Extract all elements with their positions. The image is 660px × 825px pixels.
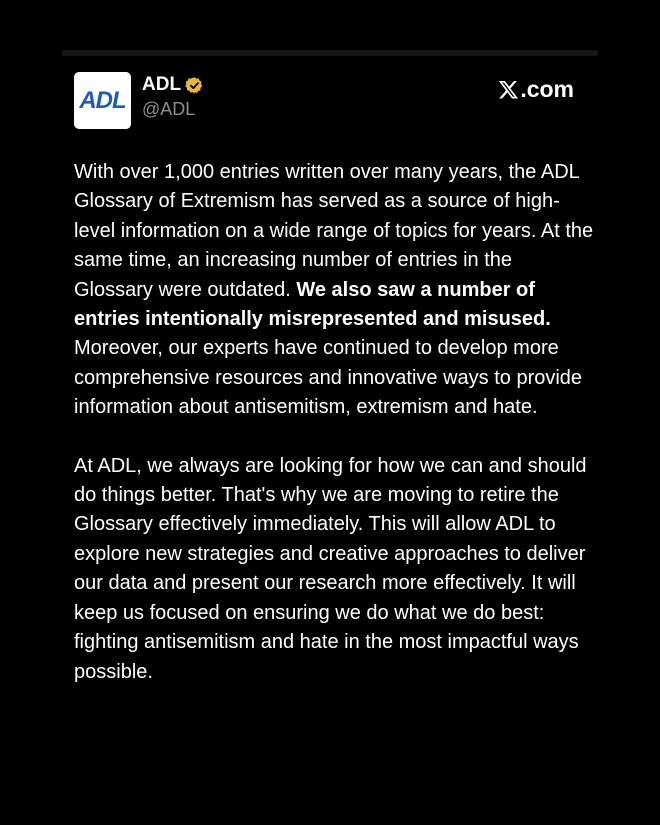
avatar[interactable] bbox=[74, 72, 131, 129]
paragraph-1-bold: We also saw a number of entries intentionally misrepresented and misused. bbox=[74, 278, 551, 331]
paragraph-2: At ADL, we always are looking for how we can and should do things better. That's why we are moving to retire the Glossary effectively immediately. This will allow ADL to explore new strategies and creative approaches to deliver our data and present our research more effectively. It will keep us focused on ensuring we do what we do best: fighting antisemitism and hate in the most impactful ways possible. bbox=[74, 454, 587, 683]
verified-badge-icon bbox=[185, 76, 204, 95]
paragraph-1 bbox=[74, 158, 594, 423]
paragraph-1-part-3: Moreover, our experts have continued to develop more comprehensive resources and innovative ways to provide information about antisemitism, extremism and hate. bbox=[74, 337, 583, 419]
post-card bbox=[62, 50, 598, 795]
author-name-row bbox=[142, 74, 204, 96]
paragraph-1-part-1: With over 1,000 entries written over many years, the ADL Glossary of Extremism has served as a source of high-level information on a wide range of topics for years. At the same time, an increasing number of entries in the Glossary were outdated. bbox=[74, 161, 594, 301]
source-domain: .com bbox=[520, 76, 574, 102]
avatar-logo-text: ADL bbox=[79, 86, 126, 114]
post-body bbox=[74, 158, 594, 687]
source-label bbox=[498, 76, 574, 102]
author-block bbox=[142, 74, 204, 120]
post-header bbox=[74, 68, 574, 128]
author-name[interactable]: ADL bbox=[142, 74, 182, 95]
x-logo-icon bbox=[498, 79, 519, 100]
author-handle[interactable]: @ADL bbox=[142, 99, 196, 119]
